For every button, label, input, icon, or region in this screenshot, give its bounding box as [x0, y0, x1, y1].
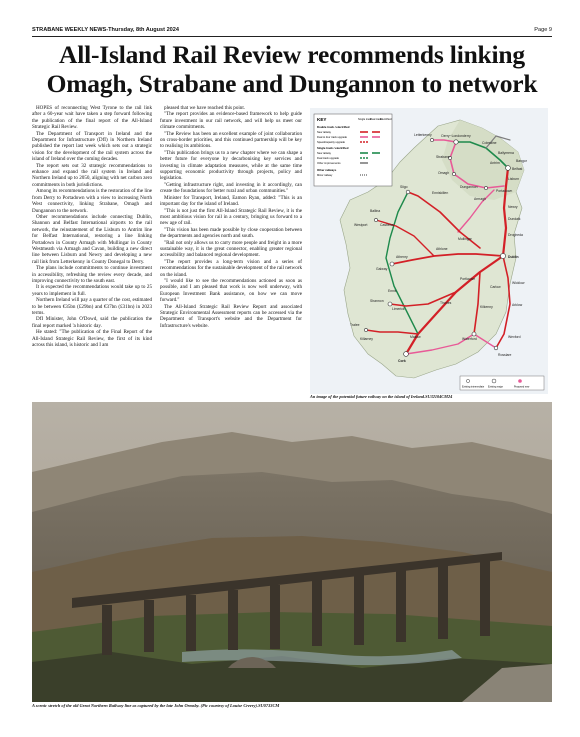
key-item: New railway	[317, 152, 331, 155]
viaduct-landscape-graphic	[32, 402, 552, 702]
article-column-1	[32, 105, 152, 348]
station-marker	[500, 253, 505, 258]
place-label: Ballina	[370, 209, 381, 213]
paragraph: The report sets out 32 strategic recommendations to enhance and expand the rail system in Ireland and Northern Ireland up to 2050, aligning with net carbon zero commitments in both jurisdictions.	[32, 162, 152, 188]
paragraph: It is expected the recommendations would take up to 25 years to implement in full.	[32, 284, 152, 297]
paragraph: Northern Ireland will pay a quarter of the cost, estimated to be between €35bn (£29bn) and €37bn (£31bn) in 2023 terms.	[32, 297, 152, 316]
place-label: Kilkenny	[480, 305, 493, 309]
key-item: Other improvements	[317, 162, 341, 165]
place-label: Drogheda	[508, 233, 523, 237]
place-label: Portadown	[496, 189, 513, 193]
paragraph: HOPES of reconnecting West Tyrone to the rail link after a 60-year wait have taken a step forward following the publication of the final report of the All-Island Strategic Rail Review.	[32, 105, 152, 131]
key-item: New railway	[317, 131, 331, 134]
place-label: Rosslare	[498, 353, 512, 357]
place-label: Athlone	[436, 247, 448, 251]
place-label: Shannon	[370, 299, 384, 303]
place-label: Westport	[354, 223, 368, 227]
paragraph: "This publication brings us to a new chapter where we can shape a better future for everyone by decarbonising key services and investing in climate adaptation measures, while at the same time supporting economic productivity through projects, policy and legislation.	[160, 149, 302, 182]
map-caption: An image of the potential future railway on the island of Ireland.SU32104CM24	[310, 394, 453, 399]
place-label: Galway	[376, 267, 388, 271]
place-label: Carlow	[490, 285, 501, 289]
place-label: Wicklow	[512, 281, 525, 285]
paragraph: "Rail not only allows us to carry more people and freight in a more sustainable way, it is the great connector, enabling greater regional accessibility and balanced regional development.	[160, 239, 302, 259]
paper-dateline: STRABANE WEEKLY NEWS-Thursday, 8th August 2024	[32, 27, 180, 33]
place-label: Omagh	[438, 171, 450, 175]
place-label: Dublin	[508, 255, 519, 259]
place-label: Thurles	[440, 301, 452, 305]
key-item: Speed/capacity upgrade	[317, 141, 345, 144]
paragraph: DfI Minister, John O'Dowd, said the publication the final report marked 'a historic day.	[32, 316, 152, 329]
key-group-label: Single track / electrified	[317, 146, 349, 150]
place-label: Enniskillen	[432, 191, 449, 195]
place-label: Ballymena	[498, 151, 514, 155]
place-label: Newry	[508, 205, 518, 209]
key-group-label: Double track / electrified	[317, 125, 350, 129]
place-label: Arklow	[512, 303, 523, 307]
place-label: Derry~Londonderry	[441, 134, 471, 138]
station-marker	[390, 262, 394, 266]
station-marker	[406, 190, 410, 194]
key-item: Dual track upgrade	[317, 157, 339, 160]
place-label: Belfast	[512, 167, 523, 171]
map-bottom-legend	[460, 376, 544, 390]
ireland-rail-map-graphic	[310, 108, 548, 394]
place-label: Coleraine	[482, 141, 497, 145]
legend-label: Existing intermediate	[462, 385, 485, 389]
place-label: Castlebar	[380, 223, 395, 227]
key-column-label: Dual track	[370, 118, 382, 121]
place-label: Strabane	[436, 155, 450, 159]
map-key	[314, 114, 392, 186]
place-label: Tralee	[350, 323, 360, 327]
place-label: Portlaoise	[460, 277, 476, 281]
paragraph: Other recommendations include connecting Dublin, Shannon and Belfast International airports to the rail network, the reinstatement of the Lisburn to Antrim line for Belfast International, restoring a line linking Portadown in County Armagh with Mullingar in County Westmeath via Armagh and Cavan, building a new direct line between Lisburn and Newry and developing a new rail link from Letterkenny in County Donegal to Derry.	[32, 213, 152, 265]
place-label: Sligo	[400, 185, 408, 189]
station-marker	[506, 166, 511, 171]
paragraph: "The report provides an evidence-based framework to help guide future investment in our rail network, and will help us meet our climate commitments.	[160, 111, 302, 131]
station-marker	[494, 346, 498, 350]
paragraph: "The Review has been an excellent example of joint collaboration on cross-border priorities, and this continued partnership will be key to realising its ambitions.	[160, 130, 302, 150]
station-marker	[364, 328, 367, 331]
station-marker	[472, 332, 476, 336]
paragraph: Among its recommendations is the restoration of the line from Derry to Portadown with a view to increasing North West connectivity, linking Strabane, Omagh and Dungannon to the network.	[32, 188, 152, 214]
paragraph: "This vision has been made possible by close cooperation between the departments and agencies north and south.	[160, 226, 302, 240]
article-column-2	[160, 105, 302, 329]
paragraph: "I would like to see the recommendations actioned as soon as possible, and I am pleased that work is now well underway, with European Investment Bank assistance, on how we can move forward."	[160, 277, 302, 304]
paragraph: The All-Island Strategic Rail Review Report and associated Strategic Environmental Assessment reports can be accessed via the Department of Transport's website and the Department for Infrastructure's website.	[160, 303, 302, 329]
railway-viaduct-photo	[32, 402, 552, 702]
place-label: Letterkenny	[414, 133, 432, 137]
legend-label: Existing major	[488, 385, 504, 389]
paragraph: "This is not just the first All-Island Strategic Rail Review, it is the most ambitious vision for rail in a century, bringing us forward to a new age of rail.	[160, 207, 302, 227]
place-label: Antrim	[490, 161, 500, 165]
place-label: Waterford	[462, 337, 477, 341]
key-column-label: Electrified	[380, 118, 392, 121]
place-label: Dundalk	[508, 217, 521, 221]
headline: All-Island Rail Review recommends linking Omagh, Strabane and Dungannon to network	[46, 40, 538, 98]
station-marker	[374, 218, 377, 221]
place-label: Limerick	[392, 307, 405, 311]
place-label: Ennis	[388, 289, 397, 293]
paragraph: "The report provides a long-term vision and a series of recommendations for the sustainable development of the rail network on the island.	[160, 258, 302, 278]
paragraph: The plans include commitments to continue investment in accessibility, refreshing the review every decade, and improving connectivity to the south east.	[32, 265, 152, 284]
key-item: Minor railway	[317, 174, 333, 177]
photo-caption: A scenic stretch of the old Great Northern Railway line as captured by the late John Ormsby. (Pic courtesy of Louise Creery).SU0733CM	[32, 703, 280, 708]
place-label: Cork	[398, 359, 406, 363]
paragraph: Minister for Transport, Ireland, Eamon Ryan, added: "This is an important day for the island of Ireland.	[160, 194, 302, 208]
key-group-label: Other railways	[317, 168, 337, 172]
place-label: Athenry	[396, 255, 408, 259]
place-label: Killarney	[360, 337, 374, 341]
place-label: Mallow	[410, 335, 421, 339]
place-label: Dungannon	[460, 185, 478, 189]
paragraph: "Getting infrastructure right, and investing in it accordingly, can create the foundations for better rural and urban communities."	[160, 181, 302, 195]
station-marker	[430, 138, 433, 141]
place-label: Mullingar	[458, 237, 472, 241]
place-label: Wexford	[508, 335, 521, 339]
key-item: Dual to four track upgrade	[317, 136, 347, 139]
page-number: Page 9	[534, 27, 552, 33]
station-marker	[404, 352, 409, 357]
key-column-label: Single track	[358, 118, 372, 121]
legend-label: Proposed new	[514, 385, 530, 389]
place-label: Lisburn	[508, 177, 520, 181]
key-title: KEY	[317, 117, 327, 122]
paragraph: He stated: "The publication of the Final Report of the All-Island Strategic Rail Review, the first of its kind across this island, is historic and I am	[32, 329, 152, 349]
station-marker	[388, 302, 392, 306]
masthead-rule	[32, 36, 552, 37]
station-marker	[454, 140, 458, 144]
place-label: Bangor	[516, 159, 527, 163]
station-marker	[484, 186, 487, 189]
paragraph: The Department of Transport in Ireland and the Department for Infrastructure (DfI) in Northern Ireland published the report last week which sets out a strategic vision for the development of the rail system across the island of Ireland over the coming decades.	[32, 130, 152, 163]
place-label: Armagh	[474, 197, 486, 201]
station-marker	[452, 172, 455, 175]
paragraph: pleased that we have reached this point.	[164, 105, 246, 111]
rail-network-map	[310, 108, 548, 394]
